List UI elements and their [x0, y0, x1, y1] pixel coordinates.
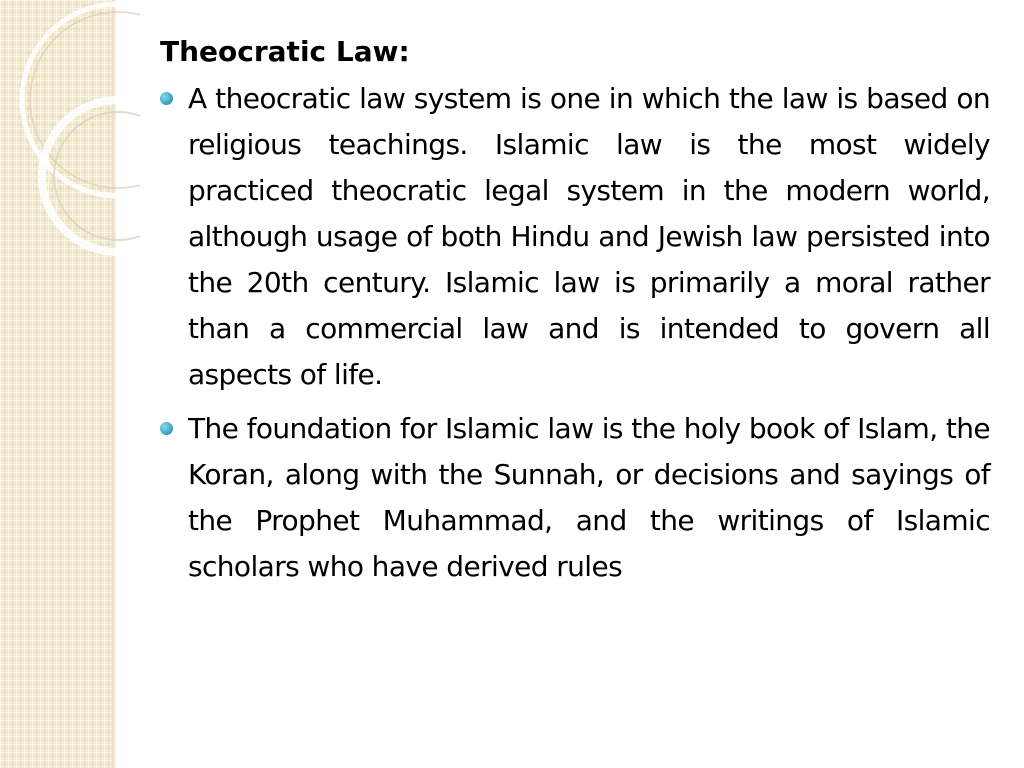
bullet-text: The foundation for Islamic law is the holy book of Islam, the Koran, along with the Sunnah, or decisions and sayings of the Prophet Muhammad, and the writings of Islamic scholars who have derived rules [188, 412, 990, 583]
concentric-rings-icon [0, 0, 140, 260]
bullet-item [160, 406, 990, 590]
bullet-list [160, 76, 990, 590]
slide-content [160, 32, 990, 598]
bullet-text: A theocratic law system is one in which the law is based on religious teachings. Islamic law is the most widely practiced theocratic legal system in the modern world, although usage of both Hindu and Jewish law persisted into the 20th century. Islamic law is primarily a moral rather than a commercial law and is intended to govern all aspects of life. [188, 82, 990, 391]
round-bullet-icon [160, 92, 173, 105]
bullet-item [160, 76, 990, 398]
round-bullet-icon [160, 422, 173, 435]
slide-title: Theocratic Law: [160, 35, 410, 68]
